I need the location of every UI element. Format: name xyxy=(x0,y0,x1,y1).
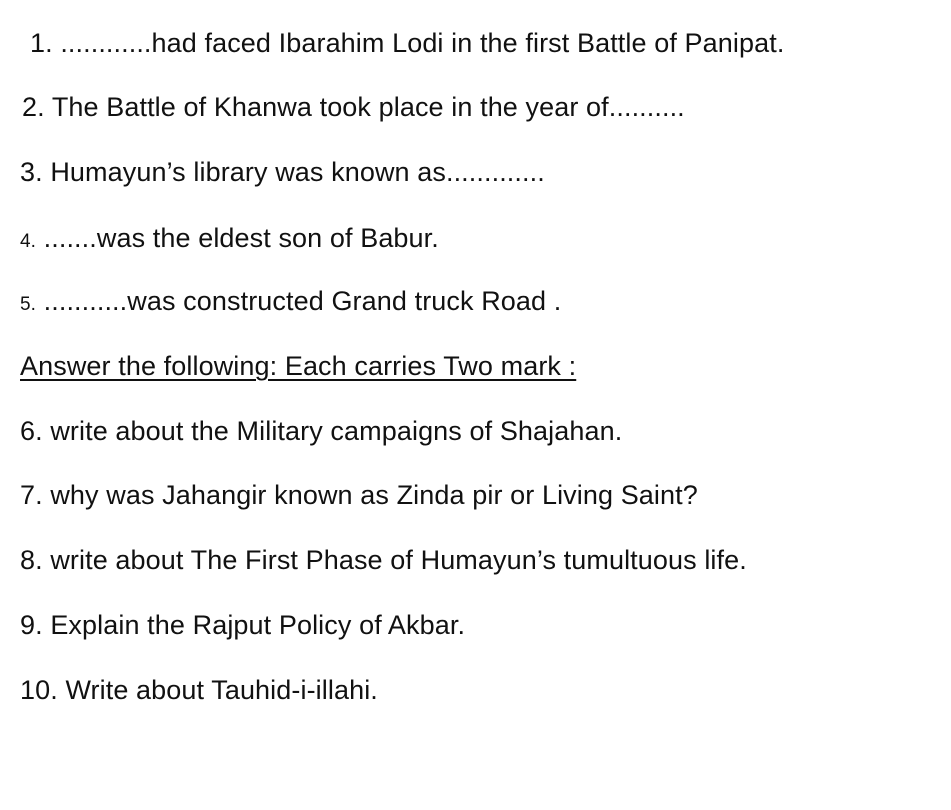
question-text: Write about Tauhid-i-illahi. xyxy=(57,675,378,705)
question-number: 1. xyxy=(30,28,53,58)
question-9 xyxy=(20,608,465,642)
question-text: Humayun’s library was known as............. xyxy=(42,157,545,187)
question-number: 8. xyxy=(20,545,43,575)
blank-question-4 xyxy=(20,221,439,259)
blank-question-2 xyxy=(22,90,685,124)
question-number: 4. xyxy=(20,231,37,252)
question-10 xyxy=(20,673,378,707)
question-text: why was Jahangir known as Zinda pir or Living Saint? xyxy=(42,480,698,510)
section-heading: Answer the following: Each carries Two mark : xyxy=(20,351,577,381)
question-text: write about The First Phase of Humayun’s tumultuous life. xyxy=(42,545,747,575)
question-text: write about the Military campaigns of Shajahan. xyxy=(42,416,623,446)
question-6 xyxy=(20,414,622,448)
question-7 xyxy=(20,478,698,512)
question-text: Explain the Rajput Policy of Akbar. xyxy=(42,610,466,640)
question-number: 3. xyxy=(20,157,43,187)
question-number: 9. xyxy=(20,610,43,640)
blank-question-1 xyxy=(30,26,784,60)
question-number: 10. xyxy=(20,675,58,705)
question-number: 7. xyxy=(20,480,43,510)
question-number: 6. xyxy=(20,416,43,446)
blank-question-3 xyxy=(20,155,545,189)
question-text: The Battle of Khanwa took place in the year of.......... xyxy=(44,92,685,122)
question-text: ...........was constructed Grand truck Road . xyxy=(36,286,562,316)
question-number: 2. xyxy=(22,92,45,122)
question-text: .......was the eldest son of Babur. xyxy=(36,223,439,253)
question-8 xyxy=(20,543,747,577)
blank-question-5 xyxy=(20,284,561,322)
question-text: ............had faced Ibarahim Lodi in the first Battle of Panipat. xyxy=(52,28,785,58)
question-number: 5. xyxy=(20,294,37,315)
